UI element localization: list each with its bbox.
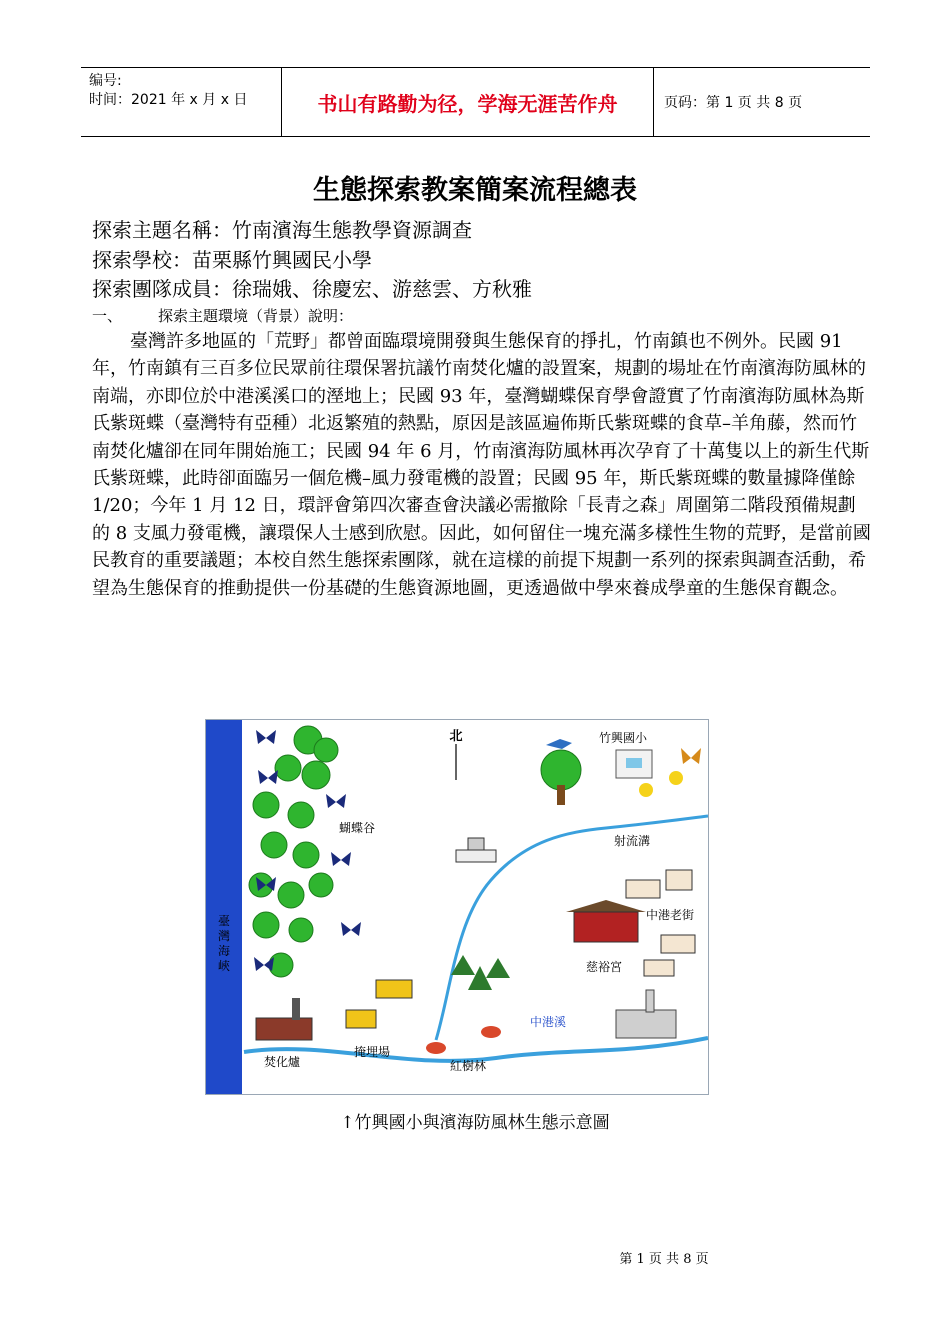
page-footer: 第 1 页 共 8 页 bbox=[619, 1252, 709, 1267]
strait-label-3: 海 bbox=[217, 944, 231, 958]
landfill-label: 掩埋場 bbox=[354, 1045, 391, 1059]
topic-line: 探索主題名稱：竹南濱海生態教學資源調查 bbox=[92, 218, 472, 242]
ecology-map bbox=[205, 719, 709, 1095]
map-illustration bbox=[206, 720, 708, 1094]
section-title: 探索主題環境（背景）說明： bbox=[158, 307, 354, 325]
map-caption: ↑竹興國小與濱海防風林生態示意圖 bbox=[340, 1113, 610, 1133]
butterfly-valley-label: 蝴蝶谷 bbox=[339, 821, 376, 835]
strait-label-2: 灣 bbox=[217, 929, 231, 943]
incinerator-label: 焚化爐 bbox=[264, 1055, 301, 1069]
school-tree bbox=[541, 750, 581, 790]
school-icon bbox=[616, 750, 652, 778]
section-number: 一、 bbox=[92, 307, 123, 325]
background-paragraph bbox=[92, 328, 872, 602]
shooting-ditch-label: 射流溝 bbox=[614, 834, 651, 848]
document-title: 生態探索教案簡案流程總表 bbox=[313, 175, 637, 206]
school-label: 竹興國小 bbox=[599, 731, 648, 745]
old-street-label: 中港老街 bbox=[646, 908, 695, 922]
team-line: 探索團隊成員：徐瑞娥、徐慶宏、游慈雲、方秋雅 bbox=[92, 277, 532, 301]
strait-label-4: 峽 bbox=[217, 959, 231, 973]
page-header bbox=[81, 67, 870, 137]
strait-label-1: 臺 bbox=[217, 914, 231, 928]
river-label: 中港溪 bbox=[530, 1015, 567, 1029]
temple-label: 慈裕宮 bbox=[586, 960, 623, 974]
school-line: 探索學校：苗栗縣竹興國民小學 bbox=[92, 248, 372, 272]
time-label: 时间：2021 年 x 月 x 日 bbox=[89, 92, 248, 108]
north-label: 北 bbox=[449, 729, 463, 744]
header-meta-cell bbox=[81, 68, 281, 136]
paragraph-text: 臺灣許多地區的「荒野」都曾面臨環境開發與生態保育的掙扎，竹南鎮也不例外。民國 91 年，竹南鎮有三百多位民眾前往環保署抗議竹南焚化爐的設置案，規劃的場址在竹南濱海防風林的南端，亦即位於中港溪溪口的溼地上；民國 93 年，臺灣蝴蝶保育學會證實了竹南濱海防風林為斯氏紫斑蝶（臺灣特有亞種）北返繁殖的熱點，原因是該區遍佈斯氏紫斑蝶的食草–羊角藤，然而竹南焚化爐卻在同年開始施工；民國 94 年 6 月，竹南濱海防風林再次孕育了十萬隻以上的新生代斯氏紫斑蝶，此時卻面臨另一個危機–風力發電機的設置；民國 95 年，斯氏紫斑蝶的數量據降僅餘 1/20；今年 1 月 12 日，環評會第四次審查會決議必需撤除「長青之森」周圍第二階段預備規劃的 8 支風力發電機，讓環保人士感到欣慰。因此，如何留住一塊充滿多樣性生物的荒野，是當前國民教育的重要議題；本校自然生態探索團隊，就在這樣的前提下規劃一系列的探索與調查活動，希望為生態保育的推動提供一份基礎的生態資源地圖，更透過做中學來養成學童的生態保育觀念。 bbox=[92, 331, 871, 599]
motto: 书山有路勤为径，学海无涯苦作舟 bbox=[281, 68, 654, 136]
sea-strip bbox=[206, 720, 242, 1094]
mangrove-label: 紅樹林 bbox=[450, 1059, 487, 1073]
section-heading bbox=[92, 305, 353, 326]
page-label: 页码：第 1 页 共 8 页 bbox=[664, 95, 803, 111]
number-label: 编号: bbox=[89, 73, 122, 89]
flower-icon bbox=[669, 771, 683, 785]
